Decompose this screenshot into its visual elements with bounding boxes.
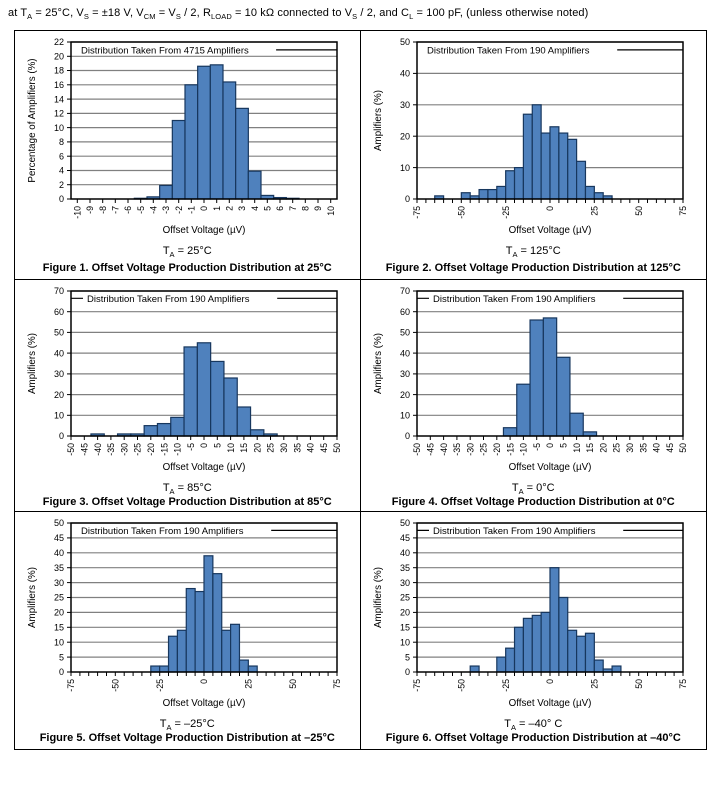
svg-text:50: 50 xyxy=(634,679,645,689)
temperature-condition-label: $T_A = -40^\circ$ C xyxy=(504,718,563,733)
svg-text:4: 4 xyxy=(250,206,261,212)
svg-text:-35: -35 xyxy=(106,443,117,456)
svg-text:Distribution Taken From 190 Am: Distribution Taken From 190 Amplifiers xyxy=(81,526,244,538)
histogram-chart-figure-6 xyxy=(367,516,699,718)
temperature-condition-label: $T_A = -25^\circ C$ xyxy=(159,718,215,733)
svg-text:35: 35 xyxy=(400,563,411,574)
svg-text:5: 5 xyxy=(405,652,411,663)
svg-text:0: 0 xyxy=(59,194,65,205)
figure-cell-2 xyxy=(361,31,707,279)
svg-text:30: 30 xyxy=(279,443,290,453)
svg-text:0: 0 xyxy=(199,206,210,212)
svg-text:15: 15 xyxy=(54,622,65,633)
svg-text:25: 25 xyxy=(243,679,254,689)
svg-text:25: 25 xyxy=(611,443,622,453)
svg-text:30: 30 xyxy=(400,577,411,588)
svg-text:50: 50 xyxy=(400,518,411,529)
temperature-condition-label: $T_A = 25^\circ C$ xyxy=(162,245,212,260)
svg-text:10: 10 xyxy=(400,637,411,648)
svg-text:Distribution Taken From 190 Am: Distribution Taken From 190 Amplifiers xyxy=(87,293,250,305)
svg-text:-20: -20 xyxy=(492,443,503,456)
svg-text:0: 0 xyxy=(545,443,556,449)
svg-text:20: 20 xyxy=(400,131,411,142)
svg-text:-50: -50 xyxy=(110,679,121,692)
svg-text:5: 5 xyxy=(59,652,65,663)
svg-text:2: 2 xyxy=(224,206,235,212)
svg-text:25: 25 xyxy=(265,443,276,453)
svg-text:45: 45 xyxy=(400,533,411,544)
svg-text:25: 25 xyxy=(589,679,600,689)
svg-text:0: 0 xyxy=(405,194,411,205)
svg-text:10: 10 xyxy=(54,410,65,421)
svg-text:-5: -5 xyxy=(136,206,147,215)
svg-text:14: 14 xyxy=(54,94,65,105)
svg-text:0: 0 xyxy=(405,431,411,442)
histogram-chart-figure-5 xyxy=(21,516,353,718)
svg-text:-40: -40 xyxy=(93,443,104,456)
svg-text:50: 50 xyxy=(634,206,645,216)
figure-cell-6 xyxy=(361,511,707,749)
svg-text:50: 50 xyxy=(678,443,689,453)
svg-text:Offset Voltage (µV): Offset Voltage (µV) xyxy=(508,698,592,710)
figure-caption: Figure 6. Offset Voltage Production Distribution at –40°C xyxy=(385,732,681,745)
svg-text:Amplifiers (%): Amplifiers (%) xyxy=(373,567,385,629)
svg-text:-50: -50 xyxy=(456,206,467,219)
svg-text:-75: -75 xyxy=(412,679,423,692)
svg-text:25: 25 xyxy=(589,206,600,216)
figure-cell-5 xyxy=(15,511,361,749)
svg-text:75: 75 xyxy=(678,679,689,689)
svg-text:25: 25 xyxy=(54,592,65,603)
svg-text:6: 6 xyxy=(59,151,65,162)
svg-text:50: 50 xyxy=(400,327,411,338)
svg-text:0: 0 xyxy=(199,443,210,449)
figure-caption: Figure 2. Offset Voltage Production Distribution at 125°C xyxy=(385,262,681,275)
svg-text:0: 0 xyxy=(545,206,556,212)
svg-text:30: 30 xyxy=(400,369,411,380)
svg-text:Distribution Taken From 190 Am: Distribution Taken From 190 Amplifiers xyxy=(427,45,590,57)
svg-text:Distribution Taken From 190 Am: Distribution Taken From 190 Amplifiers xyxy=(433,293,596,305)
svg-text:5: 5 xyxy=(558,443,569,449)
svg-text:-1: -1 xyxy=(186,206,197,215)
svg-text:-15: -15 xyxy=(159,443,170,456)
svg-text:30: 30 xyxy=(625,443,636,453)
temperature-condition-label: $T_A = 125^\circ C$ xyxy=(505,245,561,260)
svg-text:-10: -10 xyxy=(172,443,183,456)
svg-text:-9: -9 xyxy=(85,206,96,215)
figure-grid xyxy=(14,30,707,750)
svg-text:Amplifiers (%): Amplifiers (%) xyxy=(27,333,39,395)
svg-text:-3: -3 xyxy=(161,206,172,215)
svg-text:10: 10 xyxy=(54,637,65,648)
svg-text:-50: -50 xyxy=(66,443,77,456)
temperature-condition-label: $T_A = 85^\circ C$ xyxy=(162,482,212,497)
svg-text:0: 0 xyxy=(545,679,556,685)
figure-caption: Figure 3. Offset Voltage Production Distribution at 85°C xyxy=(42,496,332,509)
svg-text:70: 70 xyxy=(400,286,411,297)
svg-text:-4: -4 xyxy=(148,206,159,215)
svg-text:20: 20 xyxy=(54,51,65,62)
svg-text:Amplifiers (%): Amplifiers (%) xyxy=(27,567,39,629)
svg-text:45: 45 xyxy=(319,443,330,453)
figure-caption: Figure 1. Offset Voltage Production Distribution at 25°C xyxy=(42,262,332,275)
svg-text:60: 60 xyxy=(400,307,411,318)
temperature-condition-label: $T_A = 0^\circ C$ xyxy=(511,482,555,497)
svg-text:6: 6 xyxy=(275,206,286,212)
svg-text:0: 0 xyxy=(59,431,65,442)
svg-text:Offset Voltage (µV): Offset Voltage (µV) xyxy=(162,462,246,474)
svg-text:-25: -25 xyxy=(501,679,512,692)
svg-text:4: 4 xyxy=(59,165,65,176)
svg-text:60: 60 xyxy=(54,307,65,318)
histogram-chart-figure-2 xyxy=(367,35,699,245)
svg-text:1: 1 xyxy=(212,206,223,212)
svg-text:-6: -6 xyxy=(123,206,134,215)
svg-text:20: 20 xyxy=(598,443,609,453)
svg-text:20: 20 xyxy=(400,607,411,618)
svg-text:75: 75 xyxy=(678,206,689,216)
svg-text:16: 16 xyxy=(54,80,65,91)
svg-text:25: 25 xyxy=(400,592,411,603)
histogram-chart-figure-4 xyxy=(367,284,699,482)
svg-text:10: 10 xyxy=(572,443,583,453)
svg-text:40: 40 xyxy=(305,443,316,453)
svg-text:40: 40 xyxy=(54,348,65,359)
figure-cell-3 xyxy=(15,279,361,511)
svg-text:30: 30 xyxy=(400,100,411,111)
svg-text:50: 50 xyxy=(54,518,65,529)
svg-text:35: 35 xyxy=(54,563,65,574)
svg-text:Distribution Taken From 190 Am: Distribution Taken From 190 Amplifiers xyxy=(433,526,596,538)
svg-text:5: 5 xyxy=(212,443,223,449)
svg-text:Offset Voltage (µV): Offset Voltage (µV) xyxy=(162,225,246,237)
svg-text:-2: -2 xyxy=(174,206,185,215)
svg-text:20: 20 xyxy=(54,607,65,618)
svg-text:10: 10 xyxy=(400,410,411,421)
svg-text:-8: -8 xyxy=(98,206,109,215)
svg-text:45: 45 xyxy=(54,533,65,544)
svg-text:Offset Voltage (µV): Offset Voltage (µV) xyxy=(508,225,592,237)
svg-text:-75: -75 xyxy=(66,679,77,692)
svg-text:-10: -10 xyxy=(72,206,83,219)
svg-text:9: 9 xyxy=(313,206,324,212)
svg-text:Percentage of Amplifiers (%): Percentage of Amplifiers (%) xyxy=(27,58,39,183)
svg-text:40: 40 xyxy=(400,548,411,559)
svg-text:-7: -7 xyxy=(110,206,121,215)
svg-text:10: 10 xyxy=(54,122,65,133)
svg-text:75: 75 xyxy=(332,679,343,689)
svg-text:-5: -5 xyxy=(186,443,197,452)
svg-text:30: 30 xyxy=(54,577,65,588)
svg-text:-50: -50 xyxy=(456,679,467,692)
svg-text:40: 40 xyxy=(651,443,662,453)
svg-text:-20: -20 xyxy=(146,443,157,456)
svg-text:-25: -25 xyxy=(478,443,489,456)
svg-text:-45: -45 xyxy=(425,443,436,456)
svg-text:Offset Voltage (µV): Offset Voltage (µV) xyxy=(162,698,246,710)
svg-text:-5: -5 xyxy=(532,443,543,452)
svg-text:-15: -15 xyxy=(505,443,516,456)
svg-text:10: 10 xyxy=(400,162,411,173)
svg-text:20: 20 xyxy=(400,389,411,400)
figure-caption: Figure 5. Offset Voltage Production Distribution at –25°C xyxy=(39,732,335,745)
svg-text:40: 40 xyxy=(400,348,411,359)
svg-text:40: 40 xyxy=(400,68,411,79)
svg-text:-40: -40 xyxy=(439,443,450,456)
svg-text:22: 22 xyxy=(54,37,65,48)
svg-text:0: 0 xyxy=(405,667,411,678)
svg-text:10: 10 xyxy=(226,443,237,453)
svg-text:50: 50 xyxy=(288,679,299,689)
svg-text:Offset Voltage (µV): Offset Voltage (µV) xyxy=(508,462,592,474)
svg-text:-25: -25 xyxy=(132,443,143,456)
svg-text:2: 2 xyxy=(59,180,65,191)
svg-text:70: 70 xyxy=(54,286,65,297)
svg-text:-30: -30 xyxy=(119,443,130,456)
svg-text:45: 45 xyxy=(665,443,676,453)
svg-text:50: 50 xyxy=(332,443,343,453)
svg-text:50: 50 xyxy=(400,37,411,48)
svg-text:8: 8 xyxy=(59,137,65,148)
svg-text:18: 18 xyxy=(54,65,65,76)
svg-text:5: 5 xyxy=(262,206,273,212)
svg-text:15: 15 xyxy=(400,622,411,633)
svg-text:8: 8 xyxy=(300,206,311,212)
svg-text:20: 20 xyxy=(54,389,65,400)
svg-text:20: 20 xyxy=(252,443,263,453)
svg-text:15: 15 xyxy=(585,443,596,453)
figure-caption: Figure 4. Offset Voltage Production Distribution at 0°C xyxy=(391,496,675,509)
svg-text:50: 50 xyxy=(54,327,65,338)
svg-text:-10: -10 xyxy=(518,443,529,456)
svg-text:30: 30 xyxy=(54,369,65,380)
svg-text:-25: -25 xyxy=(155,679,166,692)
svg-text:-35: -35 xyxy=(452,443,463,456)
svg-text:-45: -45 xyxy=(79,443,90,456)
svg-text:10: 10 xyxy=(326,206,337,216)
svg-text:35: 35 xyxy=(292,443,303,453)
svg-text:Amplifiers (%): Amplifiers (%) xyxy=(373,333,385,395)
histogram-chart-figure-3 xyxy=(21,284,353,482)
svg-text:Distribution Taken From 4715 A: Distribution Taken From 4715 Amplifiers xyxy=(81,45,249,57)
svg-text:-50: -50 xyxy=(412,443,423,456)
svg-text:7: 7 xyxy=(288,206,299,212)
histogram-chart-figure-1 xyxy=(21,35,353,245)
figure-cell-4 xyxy=(361,279,707,511)
svg-text:3: 3 xyxy=(237,206,248,212)
svg-text:Amplifiers (%): Amplifiers (%) xyxy=(373,90,385,152)
svg-text:-75: -75 xyxy=(412,206,423,219)
svg-text:-30: -30 xyxy=(465,443,476,456)
svg-text:0: 0 xyxy=(199,679,210,685)
svg-text:12: 12 xyxy=(54,108,65,119)
figure-cell-1 xyxy=(15,31,361,279)
svg-text:40: 40 xyxy=(54,548,65,559)
test-conditions-header: at $T_A = 25^\circ C$, $V_S = \pm 18$ V, $V_{CM} = V_S / 2$, $R_{LOAD} = 10$ kΩ connected to $V_S / 2$, and $C_L = 100$ pF, (unless otherwise noted) xyxy=(8,7,589,22)
svg-text:0: 0 xyxy=(59,667,65,678)
svg-text:15: 15 xyxy=(239,443,250,453)
svg-text:35: 35 xyxy=(638,443,649,453)
svg-text:-25: -25 xyxy=(501,206,512,219)
